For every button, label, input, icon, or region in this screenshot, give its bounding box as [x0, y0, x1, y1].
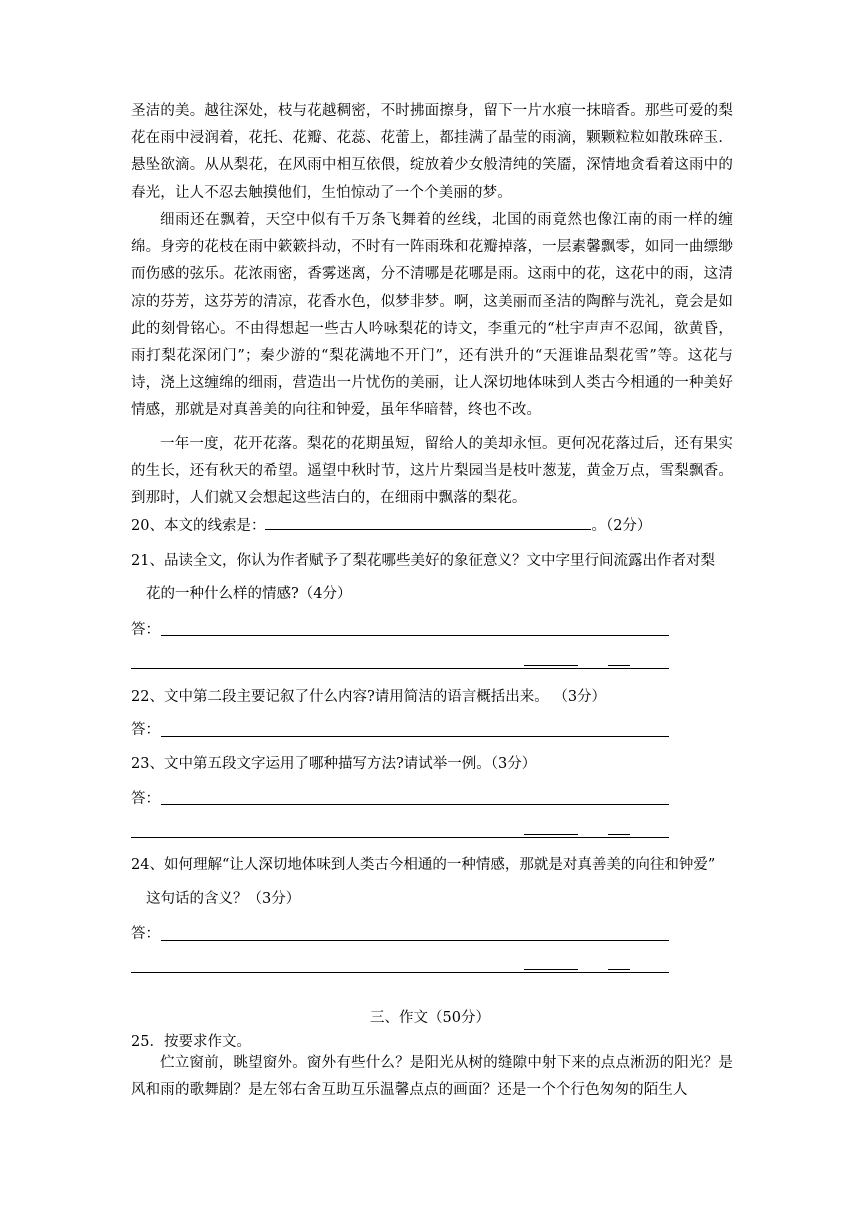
answer-line-21-mark-b: [608, 665, 630, 666]
answer-line-23-mark-b: [608, 834, 630, 835]
answer-line-21-2[interactable]: [131, 668, 669, 669]
answer-label-22: 答：: [131, 722, 160, 738]
answer-line-23-2[interactable]: [131, 837, 669, 838]
question-25: 25．按要求作文。: [131, 1034, 251, 1050]
question-20-answer-blank[interactable]: [265, 515, 591, 530]
answer-line-24-mark-a: [524, 969, 578, 970]
answer-label-23: 答：: [131, 791, 160, 807]
passage-paragraph-2: 细雨还在飘着，天空中似有千万条飞舞着的丝线，北国的雨竟然也像江南的雨一样的缠绵。身旁的花枝在雨中簌簌抖动，不时有一阵雨珠和花瓣掉落，一层素馨飘零，如同一曲缥缈而伤感的弦乐。花浓雨密，香雾迷离，分不清哪是花哪是雨。这雨中的花，这花中的雨，这清凉的芬芳，这芬芳的清凉，花香水色，似梦非梦。啊，这美丽而圣洁的陶醉与洗礼，竟会是如此的刻骨铭心。不由得想起一些古人吟咏梨花的诗文，李重元的“杜宇声声不忍闻，欲黄昏，雨打梨花深闭门”；秦少游的“梨花满地不开门”，还有洪升的“天涯谁品梨花雪”等。这花与诗，浇上这缠绵的细雨，营造出一片忧伤的美丽，让人深切地体味到人类古今相通的一种美好情感，那就是对真善美的向往和钟爱，虽年华暗替，终也不改。: [131, 212, 733, 419]
answer-line-21-1[interactable]: [161, 635, 669, 636]
answer-line-24-mark-b: [608, 969, 630, 970]
question-24-line-1: 24、如何理解“让人深切地体味到人类古今相通的一种情感，那就是对真善美的向往和钟爱”: [131, 857, 716, 873]
answer-line-24-1[interactable]: [161, 940, 669, 941]
answer-line-24-2[interactable]: [131, 972, 669, 973]
answer-line-23-mark-a: [524, 834, 578, 835]
question-20-text: 20、本文的线索是：: [131, 518, 266, 534]
answer-line-22[interactable]: [161, 736, 669, 737]
question-20: [131, 515, 651, 536]
composition-prompt: 伫立窗前，眺望窗外。窗外有些什么？是阳光从树的缝隙中射下来的点点淅沥的阳光？是风和雨的歌舞剧？是左邻右舍互助互乐温馨点点的画面？还是一个个行色匆匆的陌生人: [131, 1055, 733, 1099]
question-24-line-2: 这句话的含义？（3分）: [146, 891, 301, 907]
passage-paragraph-1: 圣洁的美。越往深处，枝与花越稠密，不时拂面擦身，留下一片水痕一抹暗香。那些可爱的梨花在雨中浸润着，花托、花瓣、花蕊、花蕾上，都挂满了晶莹的雨滴，颗颗粒粒如散珠碎玉．悬坠欲滴。从从梨花，在风雨中相互依偎，绽放着少女般清纯的笑靥，深情地贪看着这雨中的春光，让人不忍去触摸他们，生怕惊动了一个个美丽的梦。: [131, 103, 733, 201]
passage-paragraph-3: 一年一度，花开花落。梨花的花期虽短，留给人的美却永恒。更何况花落过后，还有果实的生长，还有秋天的希望。遥望中秋时节，这片片梨园当是枝叶葱茏，黄金万点，雪梨飘香。到那时，人们就又会想起这些洁白的，在细雨中飘落的梨花。: [131, 436, 733, 507]
answer-label-24: 答：: [131, 926, 160, 942]
question-20-points: 。（2分）: [591, 518, 652, 534]
answer-label-21: 答：: [131, 622, 160, 638]
question-23: 23、文中第五段文字运用了哪种描写方法?请试举一例。（3分）: [131, 756, 537, 772]
question-21-line-2: 花的一种什么样的情感?（4分）: [146, 586, 352, 602]
answer-line-23-1[interactable]: [161, 804, 669, 805]
section-title-composition: 三、作文（50分）: [370, 1010, 490, 1026]
answer-line-21-mark-a: [524, 665, 578, 666]
question-22: 22、文中第二段主要记叙了什么内容?请用简洁的语言概括出来。 （3分）: [131, 689, 607, 705]
question-21-line-1: 21、品读全文，你认为作者赋予了梨花哪些美好的象征意义？文中字里行间流露出作者对梨: [131, 553, 715, 569]
